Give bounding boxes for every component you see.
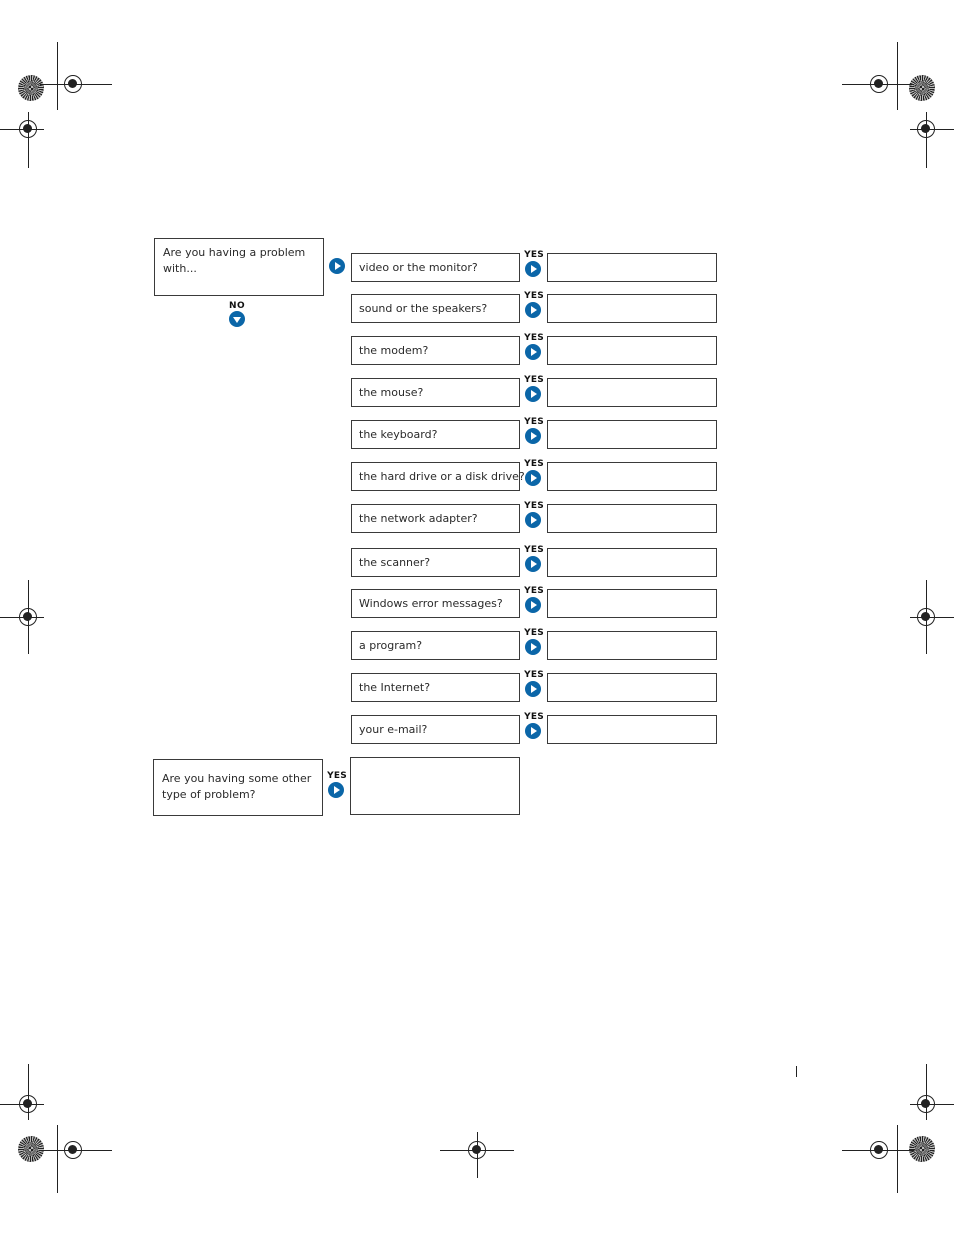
problem-item-label: video or the monitor? [359, 260, 478, 274]
arrow-right-icon [525, 261, 541, 277]
arrow-right-icon [525, 470, 541, 486]
problem-item-box [351, 589, 520, 618]
yes-label: YES [524, 375, 544, 385]
registration-target-icon [64, 1141, 82, 1159]
yes-indicator [522, 628, 546, 658]
answer-box [547, 336, 717, 365]
answer-box [547, 631, 717, 660]
registration-star-icon [18, 75, 44, 101]
problem-item-box [351, 253, 520, 282]
registration-star-icon [909, 75, 935, 101]
answer-box [547, 294, 717, 323]
yes-indicator [325, 771, 349, 801]
problem-item-label: sound or the speakers? [359, 301, 488, 315]
answer-box [547, 253, 717, 282]
registration-target-icon [870, 75, 888, 93]
problem-item-label: the Internet? [359, 680, 431, 694]
problem-item-label: the mouse? [359, 385, 424, 399]
problem-item-label: Windows error messages? [359, 596, 503, 610]
registration-target-icon [468, 1141, 486, 1159]
answer-box-other [350, 757, 520, 815]
yes-label: YES [524, 417, 544, 427]
registration-target-icon [917, 1095, 935, 1113]
yes-indicator [522, 417, 546, 447]
problem-item-box [351, 462, 525, 491]
arrow-right-icon [525, 512, 541, 528]
yes-indicator [522, 333, 546, 363]
arrow-right-icon [525, 386, 541, 402]
question-other-text: Are you having some other type of problem? [162, 772, 312, 801]
yes-label: YES [524, 459, 544, 469]
yes-indicator [522, 545, 546, 575]
arrow-right-icon [525, 302, 541, 318]
no-label: NO [229, 301, 246, 311]
arrow-right-icon [525, 428, 541, 444]
problem-item-label: your e-mail? [359, 722, 428, 736]
answer-box [547, 548, 717, 577]
question-other-box [153, 759, 323, 816]
yes-label: YES [524, 586, 544, 596]
registration-target-icon [19, 120, 37, 138]
yes-indicator [522, 250, 546, 280]
yes-label: YES [524, 628, 544, 638]
problem-item-box [351, 420, 520, 449]
answer-box [547, 673, 717, 702]
problem-item-box [351, 715, 520, 744]
problem-item-box [351, 378, 520, 407]
yes-label: YES [524, 545, 544, 555]
problem-item-label: the scanner? [359, 555, 431, 569]
registration-target-icon [19, 1095, 37, 1113]
yes-indicator [522, 586, 546, 616]
problem-item-label: the modem? [359, 343, 429, 357]
problem-item-box [351, 336, 520, 365]
yes-indicator [522, 712, 546, 742]
registration-target-icon [917, 120, 935, 138]
registration-target-icon [64, 75, 82, 93]
crop-line [897, 1125, 898, 1193]
yes-label: YES [524, 250, 544, 260]
crop-line [57, 42, 58, 110]
arrow-right-icon [328, 782, 344, 798]
problem-item-label: a program? [359, 638, 423, 652]
crop-line [57, 1125, 58, 1193]
yes-indicator [522, 291, 546, 321]
crop-line [897, 42, 898, 110]
page-number-marker [796, 1066, 797, 1077]
problem-item-box [351, 548, 520, 577]
answer-box [547, 462, 717, 491]
yes-label: YES [327, 771, 347, 781]
arrow-right-icon [525, 639, 541, 655]
yes-indicator [522, 501, 546, 531]
arrow-right-icon [525, 597, 541, 613]
registration-target-icon [870, 1141, 888, 1159]
answer-box [547, 589, 717, 618]
registration-target-icon [917, 608, 935, 626]
answer-box [547, 378, 717, 407]
answer-box [547, 504, 717, 533]
problem-item-box [351, 673, 520, 702]
answer-box [547, 420, 717, 449]
question-main-box [154, 238, 324, 296]
arrow-right-icon [525, 344, 541, 360]
yes-label: YES [524, 712, 544, 722]
yes-label: YES [524, 501, 544, 511]
answer-box [547, 715, 717, 744]
yes-label: YES [524, 291, 544, 301]
problem-item-box [351, 294, 520, 323]
arrow-right-icon [329, 258, 345, 274]
question-main-text: Are you having a problem with... [163, 246, 306, 275]
problem-item-label: the hard drive or a disk drive? [359, 469, 525, 483]
yes-indicator [522, 375, 546, 405]
registration-star-icon [909, 1136, 935, 1162]
problem-item-label: the keyboard? [359, 427, 438, 441]
yes-label: YES [524, 333, 544, 343]
yes-indicator [522, 670, 546, 700]
yes-label: YES [524, 670, 544, 680]
yes-indicator [522, 459, 546, 489]
arrow-right-icon [525, 556, 541, 572]
problem-item-label: the network adapter? [359, 511, 478, 525]
arrow-right-icon [525, 681, 541, 697]
registration-star-icon [18, 1136, 44, 1162]
arrow-right-icon [525, 723, 541, 739]
arrow-down-icon [229, 311, 245, 327]
registration-target-icon [19, 608, 37, 626]
problem-item-box [351, 631, 520, 660]
problem-item-box [351, 504, 520, 533]
